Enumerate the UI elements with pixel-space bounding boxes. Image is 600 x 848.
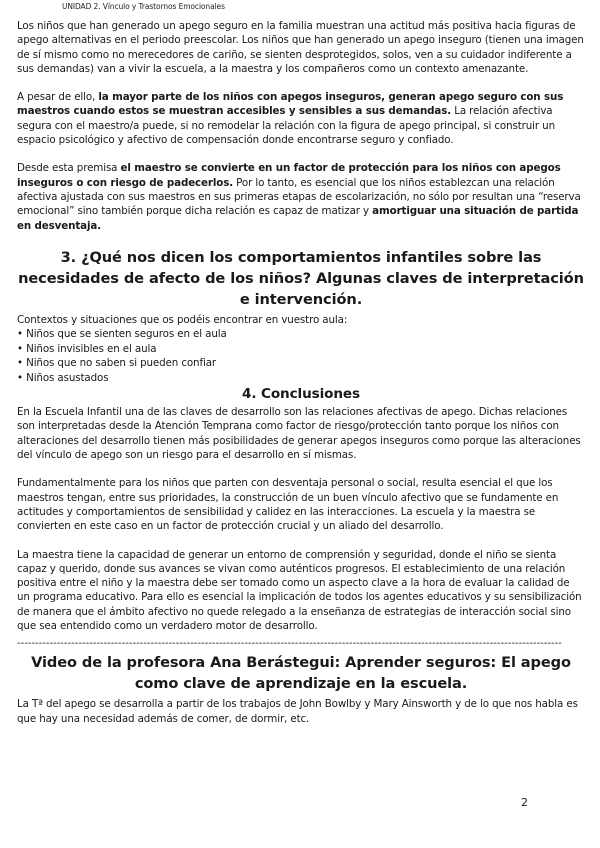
document-body [17,19,585,726]
list-item: • Niños que se sienten seguros en el aula [17,328,227,341]
paragraph-text: Desde esta premisa [17,162,121,175]
paragraph-text: La relación afectiva segura con el maestro/a puede, si no remodelar la relación con la figura de apego principal, si construir un espacio psicológico y afectivo de compensación donde encontrarse seguro y confiado. [17,105,555,147]
paragraph-conclusion-2: Fundamentalmente para los niños que parten con desventaja personal o social, resulta esencial el que los maestros tengan, entre sus prioridades, la construcción de un buen vínculo afectivo que se fundamente en actitudes y comportamientos de sensibilidad y calidez en las interacciones. La escuela y la maestra se convierten en este caso en un factor de protección crucial y un aliado del desarrollo. [17,477,559,533]
video-text: La Tª del apego se desarrolla a partir de los trabajos de John Bowlby y Mary Ainsworth y de lo que nos habla es que hay una necesidad además de comer, de dormir, etc. [17,698,578,725]
video-heading: Video de la profesora Ana Berástegui: Aprender seguros: El apego como clave de aprendizaje en la escuela. [31,654,571,693]
situations-list [17,327,585,385]
emphasis-text: el maestro se convierte en un factor de protección para los niños con apegos inseguros o con riesgo de padecerlos. [17,162,561,189]
dashed-divider: ------------------------------------------------------------------------------------------------------------------------------------------------------- [17,638,562,650]
list-item: • Niños asustados [17,371,109,384]
paragraph-text: A pesar de ello, [17,91,99,104]
paragraph-conclusion-1: En la Escuela Infantil una de las claves de desarrollo son las relaciones afectivas de apego. Dichas relaciones son interpretadas desde la Atención Temprana como factor de riesgo/protección tanto porque los niños con alteraciones del desarrollo tienen más posibilidades de generar apegos inseguros como porque las alteraciones del vínculo de apego son un riesgo para el desarrollo en sí mismas. [17,406,581,462]
list-item: • Niños que no saben si pueden confiar [17,357,217,370]
paragraph-text: Por lo tanto, es esencial que los niños establezcan una relación afectiva ajustada con sus maestros en sus primeras etapas de escolarización, no sólo por resultan una “reserva emocional” sino también porque dicha relación es capaz de matizar y [17,176,581,218]
page-number: 2 [521,796,528,809]
section-3-heading: 3. ¿Qué nos dicen los comportamientos infantiles sobre las necesidades de afecto de los niños? Algunas claves de interpretación e intervención. [18,248,584,308]
paragraph-insecure-attachment [17,90,585,147]
paragraph-teacher-protection [17,161,585,232]
emphasis-text: la mayor parte de los niños con apegos inseguros, generan apego seguro con sus maestros cuando estos se muestran accesibles y sensibles a sus demandas. [17,91,564,118]
paragraph-secure-attachment: Los niños que han generado un apego seguro en la familia muestran una actitud más positiva hacia figuras de apego alternativas en el periodo preescolar. Los niños que han generado un apego inseguro (tienen una imagen de sí mismo como no merecedores de cariño, se sienten desprotegidos, solos, ven a su cuidador indiferente a sus demandas) van a vivir la escuela, a la maestra y los compañeros como un contexto amenazante. [17,20,584,75]
list-item: • Niños invisibles en el aula [17,342,157,355]
section-3-intro: Contextos y situaciones que os podéis encontrar en vuestro aula: [17,313,348,326]
running-header: UNIDAD 2. Vínculo y Trastornos Emocionales [62,2,225,11]
emphasis-text: amortiguar una situación de partida en desventaja. [17,205,579,232]
paragraph-conclusion-3: La maestra tiene la capacidad de generar un entorno de comprensión y seguridad, donde el niño se sienta capaz y querido, donde sus avances se vivan como auténticos progresos. El establecimiento de una relación positiva entre el niño y la maestra debe ser tomado como un aspecto clave a la hora de evaluar la calidad de un programa educativo. Para ello es esencial la implicación de todos los agentes educativos y su sensibilización de manera que el ámbito afectivo no quede relegado a la enseñanza de estrategias de interacción social sino que sea entendido como un verdadero motor de desarrollo. [17,548,582,633]
section-4-heading: 4. Conclusiones [241,386,361,403]
